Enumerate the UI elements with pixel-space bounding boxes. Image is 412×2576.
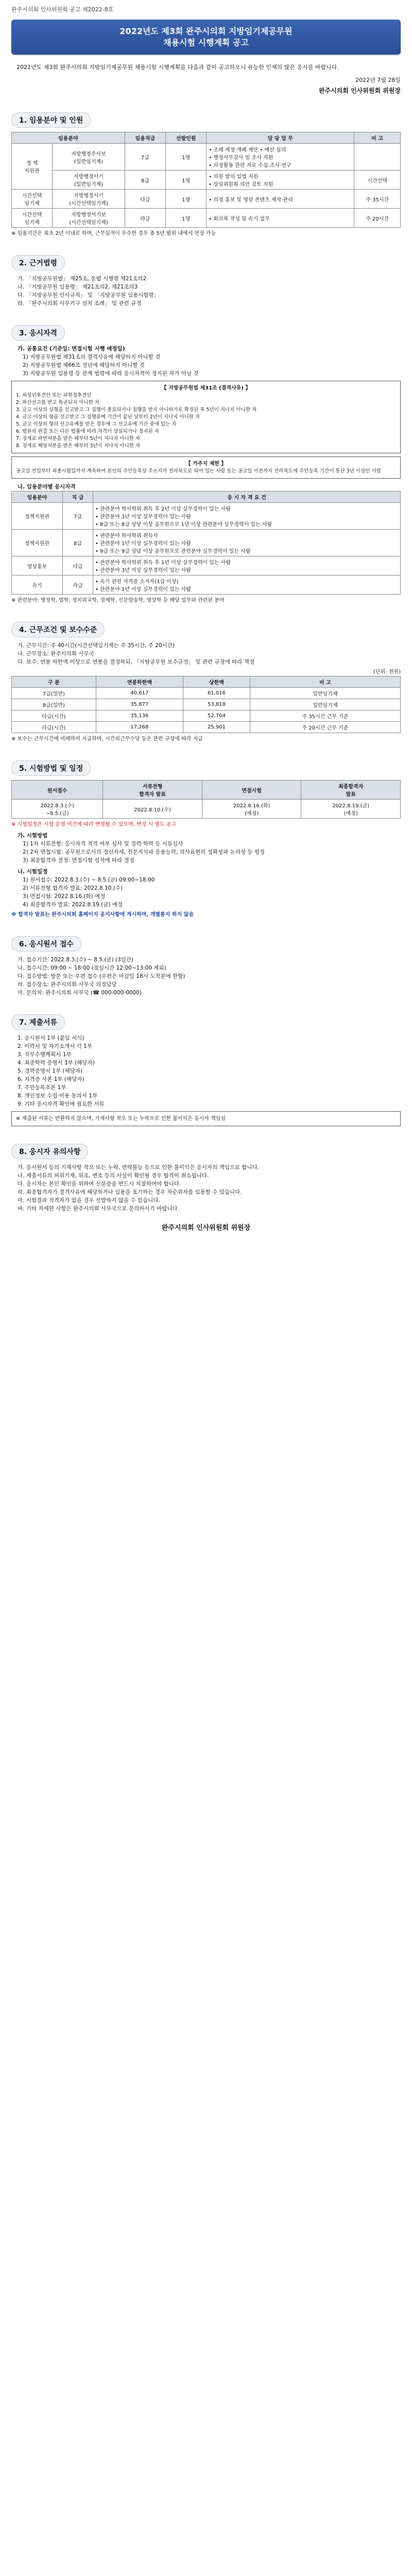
doc-item: 7. 주민등록초본 1부: [18, 1084, 66, 1091]
table-row: 라급(시간) 17,268 25,901 주 20시간 근무 기준: [12, 722, 401, 733]
table-header: 임용분야: [12, 492, 63, 503]
table-header: 상한액: [183, 676, 250, 688]
section-2-title: 2. 근거법령: [11, 255, 65, 270]
schedule-item: 4) 최종합격자 발표: 2022.8.19.(금) 예정: [23, 902, 123, 908]
law-item: 다. 「지방공무원 인사규칙」 및 「지방공무원 임용시험령」: [18, 292, 160, 298]
doc-item: 9. 기타 응시자격 확인에 필요한 서류: [18, 1101, 105, 1107]
method-item: 3) 최종합격자 결정: 면접시험 성적에 따라 결정: [23, 857, 134, 863]
req-item: 3) 지방공무원 임용령 등 관계 법령에 따라 응시자격이 정지된 자가 아닐 것: [23, 370, 199, 377]
title-line-1: 2022년도 제3회 완주시의회 지방임기제공무원: [119, 26, 293, 36]
intro-text: 2022년도 제3회 완주시의회 지방임기제공무원 채용시험 시행계획을 다음과 같이 공고하오니 유능한 인재의 많은 응시를 바랍니다.: [16, 64, 339, 71]
common-req-title: 가. 공통요건 (기준일: 면접시험 시행 예정일): [18, 346, 125, 352]
doc-item: 2. 이력서 및 자기소개서 각 1부: [18, 1043, 92, 1049]
section-8-title: 8. 응시자 유의사항: [11, 1144, 88, 1159]
schedule-note: ※ 시험일정은 시험 운영 여건에 따라 변경될 수 있으며, 변경 시 별도 공고: [11, 822, 177, 827]
table-row: 7급(일반) 40,617 61,016 일반임기제: [12, 688, 401, 699]
box-item: 3. 금고 이상의 실형을 선고받고 그 집행이 종료되거나 집행을 받지 아니하기로 확정된 후 5년이 지나지 아니한 자: [16, 407, 257, 413]
apply-item: 나. 접수시간: 09:00 ~ 18:00 (점심시간 12:00~13:00 제외): [18, 965, 166, 971]
apply-item: 가. 접수기간: 2022.8.3.(수) ~ 8.5.(금) (3일간): [18, 957, 134, 963]
title-line-2: 채용시험 시행계획 공고: [163, 38, 249, 47]
req-item: 1) 지방공무원법 제31조의 결격사유에 해당하지 아니할 것: [23, 354, 161, 360]
schedule-table: [11, 780, 401, 819]
doc-item: 5. 경력증명서 1부 (해당자): [18, 1068, 83, 1074]
method-item: 2) 2차 면접시험: 공무원으로서의 정신자세, 전문지식과 응용능력, 의사표현의 정확성과 논리성 등 평정: [23, 849, 265, 855]
pay-unit: (단위: 천원): [373, 669, 401, 675]
table-row: 시간선택 임기제 지방행정서기 (시간선택임기제) 다급 1명 • 의정 홍보 및 영상 콘텐츠 제작·관리 주 35시간: [12, 190, 401, 209]
law-item: 나. 「지방공무원 임용령」 제21조의2, 제21조의3: [18, 284, 138, 290]
caution-item: 마. 시험결과 적격자가 없을 경우 선발하지 않을 수 있습니다.: [18, 1197, 160, 1204]
table-row: 정책지원관 8급 • 관련분야 학사학위 취득자 • 관련분야 1년 이상 실무경력이 있는 사람 • 9급 또는 9급 상당 이상 공무원으로 관련분야 실무경력이 있는 사람: [12, 530, 401, 556]
table-row: 다급(시간) 35,136 52,704 주 35시간 근무 기준: [12, 710, 401, 722]
residence-box: [11, 456, 401, 479]
work-item: 가. 근무시간: 주 40시간(시간선택임기제는 주 35시간, 주 20시간): [18, 642, 175, 649]
schedule-item: 3) 면접시험: 2022.8.16.(화) 예정: [23, 893, 106, 900]
field-req-title: 나. 임용분야별 응시자격: [18, 484, 76, 490]
box-item: 7. 징계로 파면처분을 받은 때부터 5년이 지나지 아니한 자: [16, 436, 141, 442]
section-7-title: 7. 제출서류: [11, 1014, 65, 1030]
apply-item: 마. 문의처: 완주시의회 사무국 (☎ 000-000-0000): [18, 990, 142, 996]
requirements-table: [11, 491, 401, 595]
announce-note: ※ 합격자 발표는 완주시의회 홈페이지 공지사항에 게시하며, 개별통지 하지 않음: [11, 912, 194, 918]
table-row: 영상홍보 다급 • 관련분야 학사학위 취득 후 1년 이상 실무경력이 있는 사람 • 관련분야 3년 이상 실무경력이 있는 사람: [12, 556, 401, 575]
work-item: 다. 보수: 연봉 하한액 이상으로 연봉을 결정하되, 「지방공무원 보수규정」 및 관련 규정에 따라 책정: [18, 659, 255, 665]
doc-item: 1. 응시원서 1부 (붙임 서식): [18, 1035, 84, 1041]
box-title: 【 거주지 제한 】: [185, 461, 227, 467]
table-row: 8급(일반) 35,877 53,818 일반임기제: [12, 699, 401, 710]
work-item: 나. 근무장소: 완주시의회 사무국: [18, 651, 94, 657]
table-row: 속기 라급 • 속기 관련 자격증 소지자(1급 이상) • 관련분야 1년 이상 실무경력이 있는 사람: [12, 575, 401, 595]
schedule-title: 나. 시험일정: [18, 869, 48, 875]
table-row: 2022.8.3.(수) ~8.5.(금) 2022.8.10.(수) 2022.8.16.(화) (예정) 2022.8.19.(금) (예정): [12, 800, 401, 819]
title-banner: [11, 20, 401, 55]
table-header: 원서접수: [12, 781, 103, 800]
apply-item: 다. 접수방법: 방문 또는 우편 접수 (우편은 마감일 18시 도착분에 한함): [18, 973, 185, 979]
schedule-item: 2) 서류전형 합격자 발표: 2022.8.10.(수): [23, 885, 123, 891]
table-header: 비 고: [250, 676, 400, 688]
req-item: 2) 지방공무원법 제66조 정년에 해당하지 아니할 것: [23, 362, 145, 368]
caution-item: 나. 제출서류의 허위기재, 위조, 변조 등의 사실이 확인될 경우 합격이 취소됩니다.: [18, 1173, 209, 1179]
positions-note: ※ 임용기간은 최초 2년 이내로 하며, 근무실적이 우수한 경우 총 5년 범위 내에서 연장 가능: [11, 231, 216, 236]
method-title: 가. 시험방법: [18, 833, 48, 839]
table-header: 담 당 업 무: [207, 132, 354, 144]
footer-org: 완주시의회 인사위원회 위원장: [161, 1224, 251, 1232]
table-header: 구 분: [12, 676, 96, 688]
pay-note: ※ 보수는 근무시간에 비례하여 지급하며, 시간외근무수당 등은 관련 규정에 따라 지급: [11, 736, 203, 742]
box-item: 1. 피성년후견인 또는 피한정후견인: [16, 393, 92, 398]
caution-item: 가. 응시원서 등의 기재사항 착오 또는 누락, 연락불능 등으로 인한 불이익은 응시자의 책임으로 합니다.: [18, 1164, 260, 1171]
table-header: 비 고: [354, 132, 401, 144]
table-header: 서류전형 합격자 발표: [103, 781, 202, 800]
method-item: 1) 1차 서류전형: 응시자격 적격 여부 심사 및 경력·학력 등 서류심사: [23, 841, 183, 847]
doc-item: 8. 개인정보 수집·이용 동의서 1부: [18, 1093, 98, 1099]
table-header: 선발인원: [166, 132, 207, 144]
box-item: 8. 징계로 해임처분을 받은 때부터 3년이 지나지 아니한 자: [16, 443, 141, 449]
law-item: 라. 「완주시의회 사무기구 설치 조례」 및 관련 규정: [18, 300, 142, 307]
table-header: 임용분야: [12, 132, 125, 144]
caution-item: 바. 기타 자세한 사항은 완주시의회 사무국으로 문의하시기 바랍니다.: [18, 1206, 180, 1212]
table-header: 면접시험: [202, 781, 301, 800]
table-row: 정 책 지원관 지방행정주사보 (일반임기제) 7급 1명 • 조례 제정·개폐 제안 • 예산 심의 • 행정사무감사 및 조사 지원 • 의정활동 관련 자료 수집·조사·연구: [12, 144, 401, 171]
box-item: 4. 금고 이상의 형을 선고받고 그 집행유예 기간이 끝난 날부터 2년이 지나지 아니한 자: [16, 414, 200, 420]
section-1-title: 1. 임용분야 및 인원: [11, 112, 91, 128]
box-item: 6. 법원의 판결 또는 다른 법률에 따라 자격이 상실되거나 정지된 자: [16, 429, 159, 434]
section-3-title: 3. 응시자격: [11, 325, 65, 341]
box-title: 【 지방공무원법 제31조 (결격사유) 】: [161, 385, 251, 391]
box-item: 2. 파산선고를 받고 복권되지 아니한 자: [16, 400, 99, 405]
table-row: 정책지원관 7급 • 관련분야 학사학위 취득 후 2년 이상 실무경력이 있는 사람 • 관련분야 3년 이상 실무경력이 있는 사람 • 8급 또는 8급 상당 이상 공무원으로 1년 이상 관련분야 실무경력이 있는 사람: [12, 503, 401, 530]
section-4-title: 4. 근무조건 및 보수수준: [11, 622, 105, 637]
docs-notice-box: ※ 제출된 서류는 반환하지 않으며, 기재사항 착오 또는 누락으로 인한 불이익은 응시자 책임임: [11, 1111, 401, 1126]
document-page: [0, 0, 412, 1247]
org-name: 완주시의회 인사위원회 위원장: [318, 87, 401, 94]
box-text: 공고일 전일부터 최종시험일까지 계속하여 본인의 주민등록상 주소지가 전라북도로 되어 있는 사람 또는 공고일 이전까지 전라북도에 주민등록 기간이 통산 3년 이상인 사람: [16, 468, 381, 474]
box-item: 5. 금고 이상의 형의 선고유예를 받은 경우에 그 선고유예 기간 중에 있는 자: [16, 421, 177, 427]
positions-table: [11, 132, 401, 228]
table-header: 응 시 자 격 요 건: [93, 492, 401, 503]
caution-item: 라. 최종합격자가 결격사유에 해당하거나 임용을 포기하는 경우 차순위자를 임용할 수 있습니다.: [18, 1189, 242, 1195]
disqualification-box: [11, 381, 401, 453]
caution-item: 다. 응시자는 본인 확인을 위하여 신분증을 반드시 지참하여야 합니다.: [18, 1181, 181, 1187]
pay-table: [11, 676, 401, 733]
section-5-title: 5. 시험방법 및 일정: [11, 760, 91, 776]
table-row: 시간선택 임기제 지방행정서기보 (시간선택임기제) 라급 1명 • 회의록 작성 및 속기 업무 주 20시간: [12, 209, 401, 228]
table-header: 직 급: [63, 492, 93, 503]
schedule-item: 1) 원서접수: 2022.8.3.(수) ~ 8.5.(금) 09:00~18:00: [23, 877, 155, 883]
doc-item: 4. 최종학력 증명서 1부 (해당자): [18, 1060, 95, 1066]
table-row: 지방행정서기 (일반임기제) 8급 1명 • 의원 발의 입법 지원 • 상임위원회 의안 검토 지원 시간선택: [12, 171, 401, 190]
table-header: 연봉하한액: [96, 676, 183, 688]
doc-item: 3. 직무수행계획서 1부: [18, 1052, 72, 1058]
doc-number: 완주시의회 인사위원회 공고 제2022-8호: [11, 6, 114, 13]
section-6-title: 6. 응시원서 접수: [11, 936, 81, 952]
apply-item: 라. 접수장소: 완주시의회 사무국 의정담당: [18, 981, 117, 988]
doc-item: 6. 자격증 사본 1부 (해당자): [18, 1076, 84, 1082]
table-header: 임용직급: [125, 132, 165, 144]
table-header: 최종합격자 발표: [301, 781, 401, 800]
law-item: 가. 「지방공무원법」 제25조, 동법 시행령 제21조의2: [18, 276, 147, 282]
req-note: ※ 관련분야: 행정학, 법학, 정치외교학, 경제학, 신문방송학, 영상학 등 해당 업무와 관련된 분야: [11, 598, 225, 603]
announce-date: 2022년 7월 28일: [355, 77, 401, 83]
